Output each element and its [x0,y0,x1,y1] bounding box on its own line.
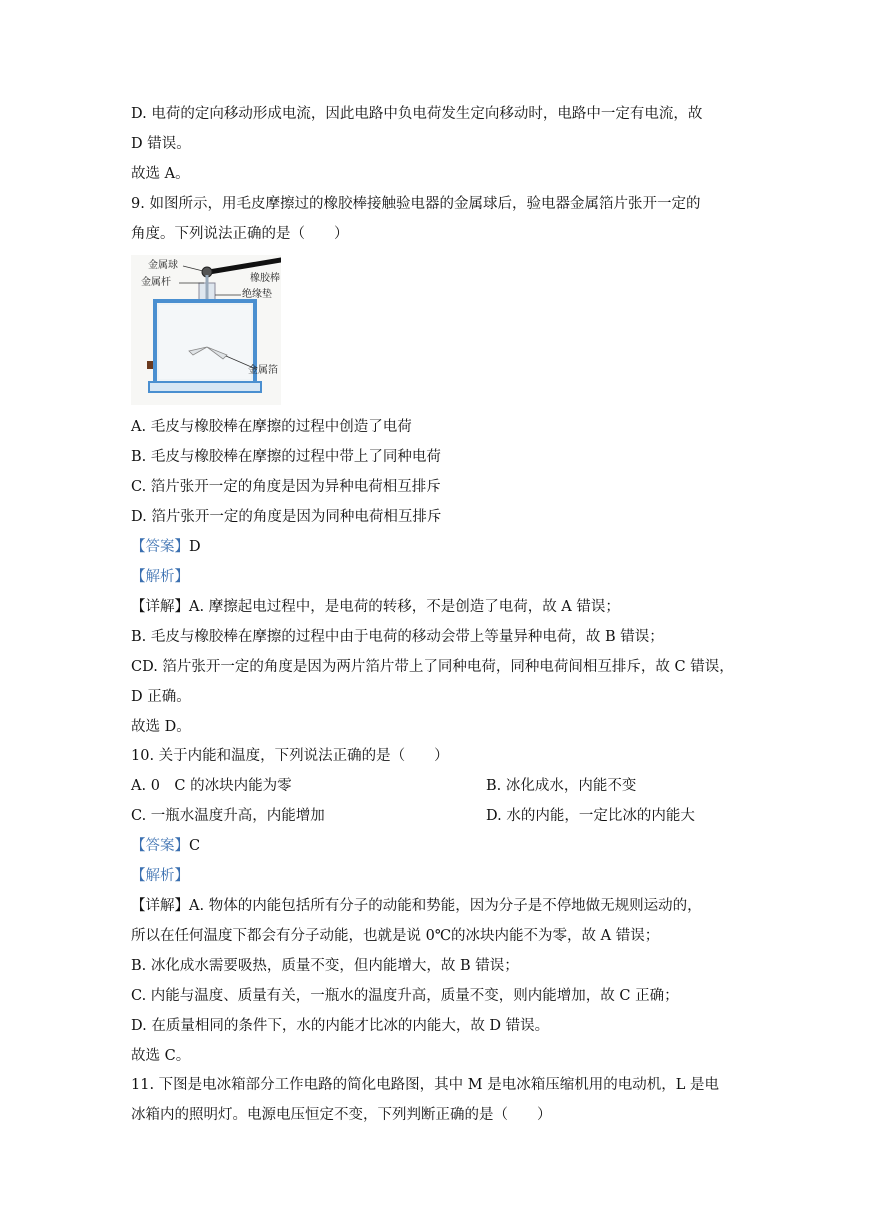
q10-detail-b: B. 冰化成水需要吸热，质量不变，但内能增大，故 B 错误； [131,958,519,974]
q10-option-b: B. 冰化成水，内能不变 [486,778,637,794]
q8-option-d-explanation-line2: D 错误。 [131,136,191,152]
q10-detail-a-line1 [131,896,702,916]
q9-conclusion: 故选 D。 [131,719,191,735]
q9-stem-line2: 角度。下列说法正确的是（ ） [131,226,349,242]
q10-answer: C [189,838,201,854]
electroscope-figure [131,255,281,405]
detail-tag: 【详解】 [131,898,189,914]
q9-detail-a-line [131,597,620,617]
q10-detail-a-line2: 所以在任何温度下都会有分子动能，也就是说 0℃的冰块内能不为零，故 A 错误； [131,928,660,944]
q10-option-c: C. 一瓶水温度升高，内能增加 [131,808,325,824]
q9-option-a: A. 毛皮与橡胶棒在摩擦的过程中创造了电荷 [131,419,412,435]
q10-detail-d: D. 在质量相同的条件下，水的内能才比冰的内能大，故 D 错误。 [131,1018,550,1034]
label-insulation-pad: 绝缘垫 [242,289,272,300]
q9-detail-a: A. 摩擦起电过程中，是电荷的转移，不是创造了电荷，故 A 错误； [189,599,620,615]
label-metal-rod: 金属杆 [141,277,171,288]
q10-answer-line [131,836,200,856]
q11-stem-line1: 11. 下图是电冰箱部分工作电路的简化电路图，其中 M 是电冰箱压缩机用的电动机，L 是电 [131,1077,719,1093]
answer-tag: 【答案】 [131,539,189,555]
q10-analysis-tag: 【解析】 [131,868,189,884]
q9-stem-line1: 9. 如图所示，用毛皮摩擦过的橡胶棒接触验电器的金属球后，验电器金属箔片张开一定的 [131,196,701,212]
detail-tag: 【详解】 [131,599,189,615]
label-rubber-rod: 橡胶棒 [250,273,280,284]
q9-detail-cd-line1: CD. 箔片张开一定的角度是因为两片箔片带上了同种电荷，同种电荷间相互排斥，故 C 错误， [131,659,734,675]
q9-option-c: C. 箔片张开一定的角度是因为异种电荷相互排斥 [131,479,441,495]
q10-detail-c: C. 内能与温度、质量有关，一瓶水的温度升高，质量不变，则内能增加，故 C 正确； [131,988,679,1004]
q8-conclusion: 故选 A。 [131,166,190,182]
q9-detail-b: B. 毛皮与橡胶棒在摩擦的过程中由于电荷的移动会带上等量异种电荷，故 B 错误； [131,629,664,645]
q10-option-d: D. 水的内能，一定比冰的内能大 [486,808,695,824]
q9-answer-line [131,537,201,557]
q10-stem: 10. 关于内能和温度，下列说法正确的是（ ） [131,748,449,764]
q9-answer: D [189,539,201,555]
q9-option-d: D. 箔片张开一定的角度是因为同种电荷相互排斥 [131,509,442,525]
q11-stem-line2: 冰箱内的照明灯。电源电压恒定不变，下列判断正确的是（ ） [131,1107,552,1123]
q10-conclusion: 故选 C。 [131,1048,191,1064]
q8-option-d-explanation-line1: D. 电荷的定向移动形成电流，因此电路中负电荷发生定向移动时，电路中一定有电流，故 [131,106,703,122]
q9-option-b: B. 毛皮与橡胶棒在摩擦的过程中带上了同种电荷 [131,449,441,465]
q10-option-a: A. 0 C 的冰块内能为零 [131,778,292,794]
q9-analysis-tag: 【解析】 [131,569,189,585]
q9-detail-cd-line2: D 正确。 [131,689,191,705]
answer-tag: 【答案】 [131,838,189,854]
q10-detail-a1: A. 物体的内能包括所有分子的动能和势能，因为分子是不停地做无规则运动的， [189,898,702,914]
label-metal-foil: 金属箔 [248,365,278,376]
label-metal-ball: 金属球 [148,260,178,271]
